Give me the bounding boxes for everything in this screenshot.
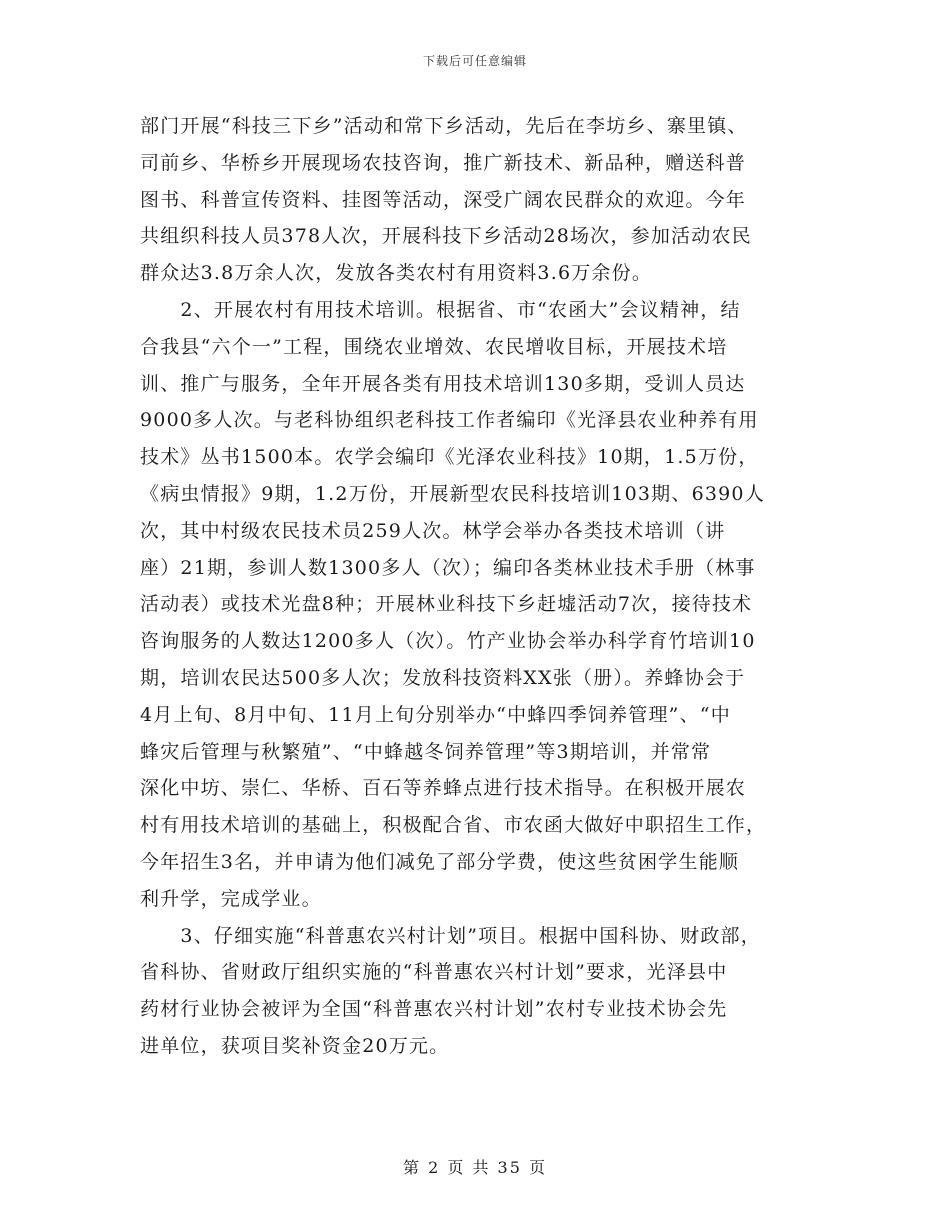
text-line: 咨询服务的人数达1200多人（次）。竹产业协会举办科学育竹培训10 [140, 630, 756, 653]
page-header: 下载后可任意编辑 [422, 54, 527, 68]
text-line: 2、开展农村有用技术培训。根据省、市“农函大”会议精神，结 [140, 298, 741, 321]
text-line: 技术》丛书1500本。农学会编印《光泽农业科技》10期，1.5万份， [140, 446, 759, 469]
text-line: 合我县“六个一”工程，围绕农业增效、农民增收目标，开展技术培 [140, 335, 728, 358]
text-line: 利升学，完成学业。 [140, 887, 322, 910]
text-line: 药材行业协会被评为全国“科普惠农兴村计划”农村专业技术协会先 [140, 998, 728, 1021]
text-line: 图书、科普宣传资料、挂图等活动，深受广阔农民群众的欢迎。今年 [140, 188, 747, 211]
text-line: 4月上旬、8月中旬、11月上旬分别举办“中蜂四季饲养管理”、“中 [140, 703, 731, 726]
text-line: 群众达3.8万余人次，发放各类农村有用资料3.6万余份。 [140, 262, 653, 285]
text-line: 3、仔细实施“科普惠农兴村计划”项目。根据中国科协、财政部， [140, 924, 761, 947]
text-line: 深化中坊、崇仁、华桥、百石等养蜂点进行技术指导。在积极开展农 [140, 777, 747, 800]
text-line: 部门开展“科技三下乡”活动和常下乡活动，先后在李坊乡、寨里镇、 [140, 115, 748, 137]
text-line: 座）21期，参训人数1300多人（次）；编印各类林业技术手册（林事 [140, 556, 756, 579]
text-line: 活动表）或技术光盘8种；开展林业科技下乡赶墟活动7次，接待技术 [140, 593, 753, 616]
text-line: 次，其中村级农民技术员259人次。林学会举办各类技术培训（讲 [140, 519, 726, 542]
text-line: 期，培训农民达500多人次；发放科技资料XX张（册）。养蜂协会于 [140, 666, 746, 689]
page-number-footer: 第 2 页 共 35 页 [403, 1158, 547, 1177]
document-body [140, 108, 830, 1065]
text-line: 9000多人次。与老科协组织老科技工作者编印《光泽县农业种养有用 [140, 409, 759, 432]
text-line: 蜂灾后管理与秋繁殖”、“中蜂越冬饲养管理”等3期培训，并常常 [140, 740, 712, 763]
text-line: 村有用技术培训的基础上，积极配合省、市农函大做好中职招生工作， [140, 814, 767, 837]
text-line: 省科协、省财政厅组织实施的“科普惠农兴村计划”要求，光泽县中 [140, 961, 728, 984]
text-line: 今年招生3名，并申请为他们减免了部分学费，使这些贫困学生能顺 [140, 850, 740, 873]
text-line: 训、推广与服务，全年开展各类有用技术培训130多期，受训人员达 [140, 372, 746, 395]
text-line: 进单位，获项目奖补资金20万元。 [140, 1034, 450, 1057]
text-line: 司前乡、华桥乡开展现场农技咨询，推广新技术、新品种，赠送科普 [140, 151, 747, 174]
text-line: 《病虫情报》9期，1.2万份，开展新型农民科技培训103期、6390人 [140, 482, 765, 505]
text-line: 共组织科技人员378人次，开展科技下乡活动28场次，参加活动农民 [140, 225, 752, 248]
